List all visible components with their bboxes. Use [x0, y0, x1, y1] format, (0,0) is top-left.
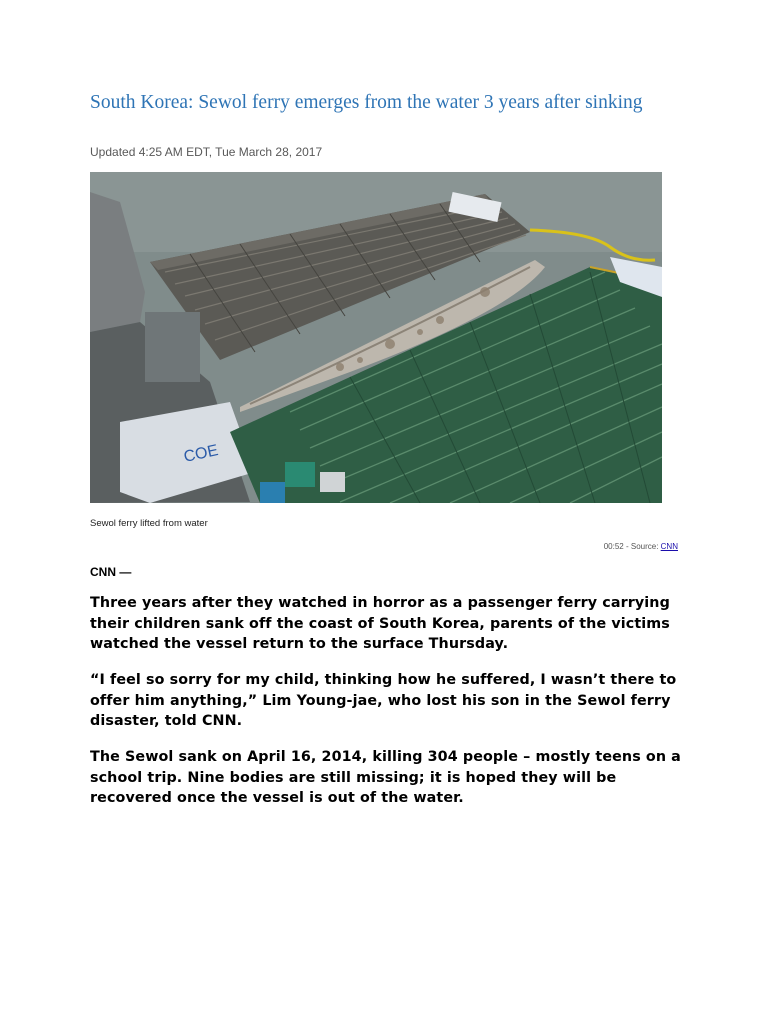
- article-paragraph: “I feel so sorry for my child, thinking how he suffered, I wasn’t there to offer him anything,” Lim Young-jae, who lost his son in the Sewol ferry disaster, told CNN.: [90, 672, 677, 729]
- image-caption: Sewol ferry lifted from water: [90, 518, 208, 529]
- dateline: CNN —: [90, 565, 132, 579]
- updated-timestamp: Updated 4:25 AM EDT, Tue March 28, 2017: [90, 145, 323, 159]
- article-paragraph: The Sewol sank on April 16, 2014, killing 304 people – mostly teens on a school trip. Nine bodies are still missing; it is hoped they will be recovered once the vessel is out of the water.: [90, 749, 681, 806]
- article-photo[interactable]: [90, 172, 662, 503]
- video-source: [604, 542, 678, 551]
- source-link[interactable]: CNN: [660, 542, 678, 551]
- svg-text:COE: COE: [182, 442, 220, 466]
- video-time: 00:52 - Source:: [603, 542, 661, 551]
- article-title: South Korea: Sewol ferry emerges from the water 3 years after sinking: [90, 92, 643, 113]
- article-paragraph: Three years after they watched in horror as a passenger ferry carrying their children sank off the coast of South Korea, parents of the victims watched the vessel return to the surface Thursday.: [90, 595, 670, 652]
